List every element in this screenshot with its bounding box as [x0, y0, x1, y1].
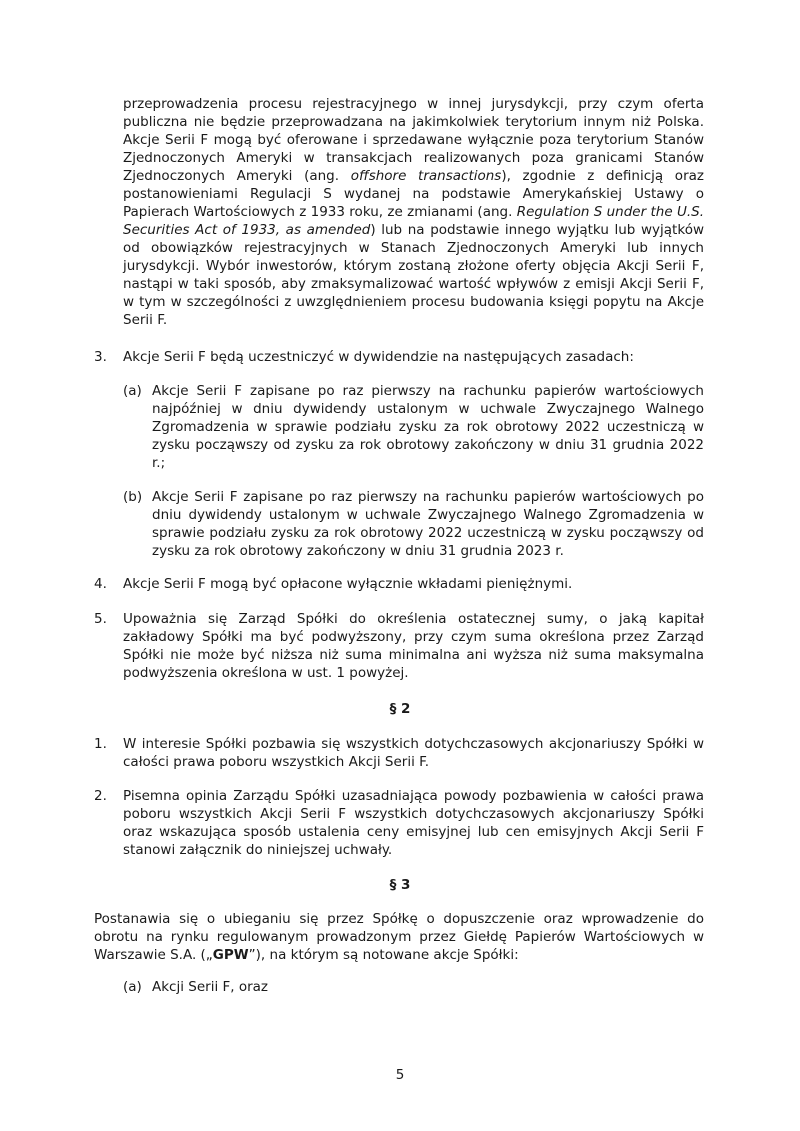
paragraph-text: ”), na którym są notowane akcje Spółki:: [248, 947, 519, 963]
sub-item-text: Akcje Serii F zapisane po raz pierwszy na rachunku papierów wartościowych po dniu dywidendy ustalonym w uchwale Zwyczajnego Walnego Zgromadzenia w sprawie podziału zysku za rok obrotowy 2022 uczestniczą w zysku począwszy od zysku za rok obrotowy zakończony w dniu 31 grudnia 2023 r.: [152, 489, 704, 559]
sub-item-label: (a): [123, 979, 142, 995]
list-item-text: Akcje Serii F będą uczestniczyć w dywidendzie na następujących zasadach:: [123, 349, 634, 365]
list-item-number: 3.: [94, 349, 107, 365]
paragraph-text: ) lub na podstawie innego wyjątku lub wyjątków od obowiązków rejestracyjnych w Stanach Zjednoczonych Ameryki lub innych jurysdykcji. Wybór inwestorów, którym zostaną złożone oferty objęcia Akcji Serii F, nastąpi w taki sposób, aby zmaksymalizować wartość wpływów z emisji Akcji Serii F, w tym w szczególności z uwzględnieniem procesu budowania księgi popytu na Akcje Serii F.: [123, 222, 704, 328]
page-number: 5: [395, 1067, 405, 1083]
section-heading-3: § 3: [389, 877, 411, 893]
list-item-number: 4.: [94, 576, 107, 592]
gpw-abbreviation: GPW: [212, 947, 249, 963]
section-heading-2: § 2: [389, 701, 411, 717]
list-item-text: W interesie Spółki pozbawia się wszystkich dotychczasowych akcjonariuszy Spółki w całości prawa poboru wszystkich Akcji Serii F.: [123, 736, 704, 770]
continuation-paragraph: [123, 95, 704, 329]
paragraph-italic-text: offshore transactions: [350, 168, 502, 184]
list-item-text: Upoważnia się Zarząd Spółki do określenia ostatecznej sumy, o jaką kapitał zakładowy Spółki ma być podwyższony, przy czym suma określona przez Zarząd Spółki nie może być niższa niż suma minimalna ani wyższa niż suma maksymalna podwyższenia określona w ust. 1 powyżej.: [123, 611, 704, 681]
paragraph-text: Postanawia się o ubieganiu się przez Spółkę o dopuszczenie oraz wprowadzenie do obrotu na rynku regulowanym prowadzonym przez Giełdę Papierów Wartościowych w Warszawie S.A. („: [94, 911, 704, 963]
paragraph-italic-text: Regulation S under the U.S. Securities Act of 1933, as amended: [123, 204, 705, 238]
sub-item-label: (b): [123, 489, 143, 505]
sub-item-text: Akcje Serii F zapisane po raz pierwszy na rachunku papierów wartościowych najpóźniej w dniu dywidendy ustalonym w uchwale Zwyczajnego Walnego Zgromadzenia w sprawie podziału zysku za rok obrotowy 2022 uczestniczą w zysku począwszy od zysku za rok obrotowy zakończony w dniu 31 grudnia 2022 r.;: [152, 383, 704, 471]
sub-item-label: (a): [123, 383, 142, 399]
section3-intro: [94, 910, 704, 964]
list-item-number: 5.: [94, 611, 107, 627]
paragraph-text: ), zgodnie z definicją oraz postanowieniami Regulacji S wydanej na podstawie Amerykańskiej Ustawy o Papierach Wartościowych z 1933 roku, ze zmianami (ang.: [123, 168, 704, 220]
paragraph-text: przeprowadzenia procesu rejestracyjnego w innej jurysdykcji, przy czym oferta publiczna nie będzie przeprowadzana na jakimkolwiek terytorium innym niż Polska. Akcje Serii F mogą być oferowane i sprzedawane wyłącznie poza terytorium Stanów Zjednoczonych Ameryki w transakcjach realizowanych poza granicami Stanów Zjednoczonych Ameryki (ang.: [123, 96, 704, 184]
list-item-number: 1.: [94, 736, 107, 752]
list-item-text: Akcje Serii F mogą być opłacone wyłącznie wkładami pieniężnymi.: [123, 576, 573, 592]
list-item-text: Pisemna opinia Zarządu Spółki uzasadniająca powody pozbawienia w całości prawa poboru wszystkich Akcji Serii F wszystkich dotychczasowych akcjonariuszy Spółki oraz wskazująca sposób ustalenia ceny emisyjnej lub cen emisyjnych Akcji Serii F stanowi załącznik do niniejszej uchwały.: [123, 788, 704, 858]
list-item-number: 2.: [94, 788, 107, 804]
sub-item-text: Akcji Serii F, oraz: [152, 979, 269, 995]
